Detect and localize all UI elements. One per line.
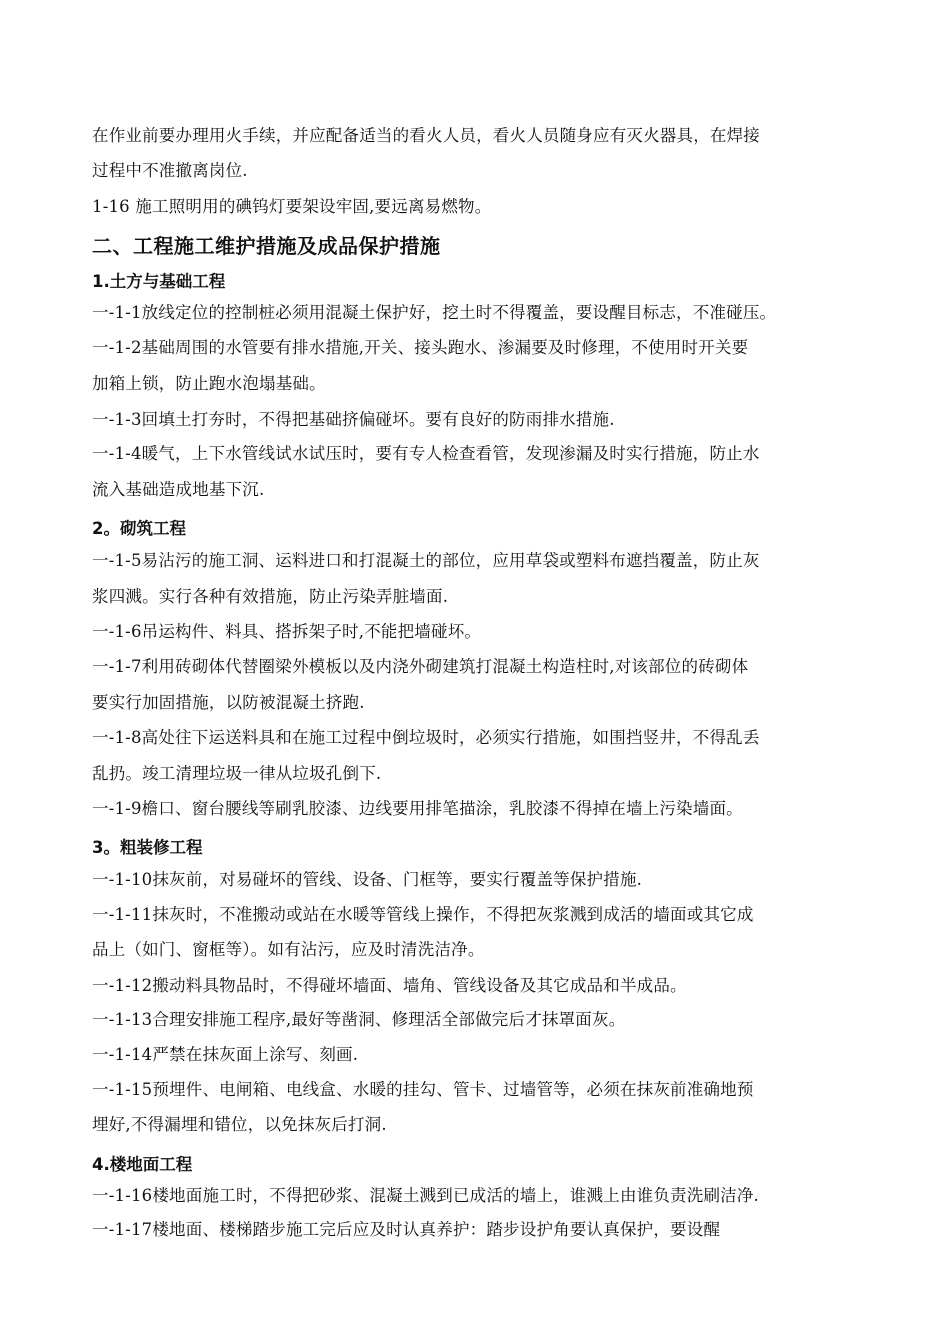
paragraph-line: 一-1-14严禁在抹灰面上涂写、刻画. [92, 1045, 359, 1064]
paragraph-line: 在作业前要办理用火手续，并应配备适当的看火人员，看火人员随身应有灭火器具，在焊接 [92, 126, 760, 145]
paragraph-line: 1-16 施工照明用的碘钨灯要架设牢固,要远离易燃物。 [92, 197, 492, 216]
paragraph-line: 过程中不准撤离岗位. [92, 161, 248, 180]
paragraph-line: 一-1-4暖气，上下水管线试水试压时，要有专人检查看管，发现渗漏及时实行措施，防止水 [92, 444, 760, 463]
subsection-heading-masonry: 2。砌筑工程 [92, 519, 186, 538]
paragraph-line: 乱扔。竣工清理垃圾一律从垃圾孔倒下. [92, 764, 382, 783]
subsection-heading-earthwork: 1.土方与基础工程 [92, 272, 226, 291]
paragraph-line: 一-1-6吊运构件、料具、搭拆架子时,不能把墙碰坏。 [92, 622, 482, 641]
section-title: 二、工程施工维护措施及成品保护措施 [92, 234, 441, 258]
paragraph-line: 一-1-1放线定位的控制桩必须用混凝土保护好，挖土时不得覆盖，要设醒目标志，不准碰压。 [92, 303, 777, 322]
paragraph-line: 流入基础造成地基下沉. [92, 480, 265, 499]
paragraph-line: 品上（如门、窗框等）。如有沾污，应及时清洗洁净。 [92, 940, 485, 959]
paragraph-line: 一-1-2基础周围的水管要有排水措施,开关、接头跑水、渗漏要及时修理，不使用时开关要 [92, 338, 749, 357]
paragraph-line: 一-1-17楼地面、楼梯踏步施工完后应及时认真养护：踏步设护角要认真保护，要设醒 [92, 1220, 721, 1239]
paragraph-line: 埋好,不得漏埋和错位，以免抹灰后打洞. [92, 1115, 387, 1134]
subsection-heading-floor: 4.楼地面工程 [92, 1155, 193, 1174]
paragraph-line: 一-1-10抹灰前，对易碰坏的管线、设备、门框等，要实行覆盖等保护措施. [92, 870, 643, 889]
paragraph-line: 浆四溅。实行各种有效措施，防止污染弄脏墙面. [92, 587, 449, 606]
paragraph-line: 一-1-15预埋件、电闸箱、电线盒、水暖的挂勾、管卡、过墙管等，必须在抹灰前准确地预 [92, 1080, 754, 1099]
paragraph-line: 一-1-12搬动料具物品时，不得碰坏墙面、墙角、管线设备及其它成品和半成品。 [92, 976, 687, 995]
paragraph-line: 一-1-3回填土打夯时，不得把基础挤偏碰坏。要有良好的防雨排水措施. [92, 410, 615, 429]
paragraph-line: 一-1-8高处往下运送料具和在施工过程中倒垃圾时，必须实行措施，如围挡竖井，不得乱丢 [92, 728, 760, 747]
paragraph-line: 一-1-16楼地面施工时，不得把砂浆、混凝土溅到已成活的墙上，谁溅上由谁负责洗刷洁净. [92, 1186, 759, 1205]
paragraph-line: 一-1-7利用砖砌体代替圈梁外模板以及内浇外砌建筑打混凝土构造柱时,对该部位的砖砌体 [92, 657, 749, 676]
paragraph-line: 一-1-13合理安排施工程序,最好等凿洞、修理活全部做完后才抹罩面灰。 [92, 1010, 626, 1029]
paragraph-line: 加箱上锁，防止跑水泡塌基础。 [92, 374, 326, 393]
paragraph-line: 一-1-5易沾污的施工洞、运料进口和打混凝土的部位，应用草袋或塑料布遮挡覆盖，防止灰 [92, 551, 760, 570]
paragraph-line: 一-1-9檐口、窗台腰线等刷乳胶漆、边线要用排笔描涂，乳胶漆不得掉在墙上污染墙面。 [92, 799, 743, 818]
subsection-heading-plaster: 3。粗装修工程 [92, 838, 203, 857]
paragraph-line: 一-1-11抹灰时，不准搬动或站在水暖等管线上操作，不得把灰浆溅到成活的墙面或其它成 [92, 905, 754, 924]
paragraph-line: 要实行加固措施，以防被混凝土挤跑. [92, 693, 365, 712]
